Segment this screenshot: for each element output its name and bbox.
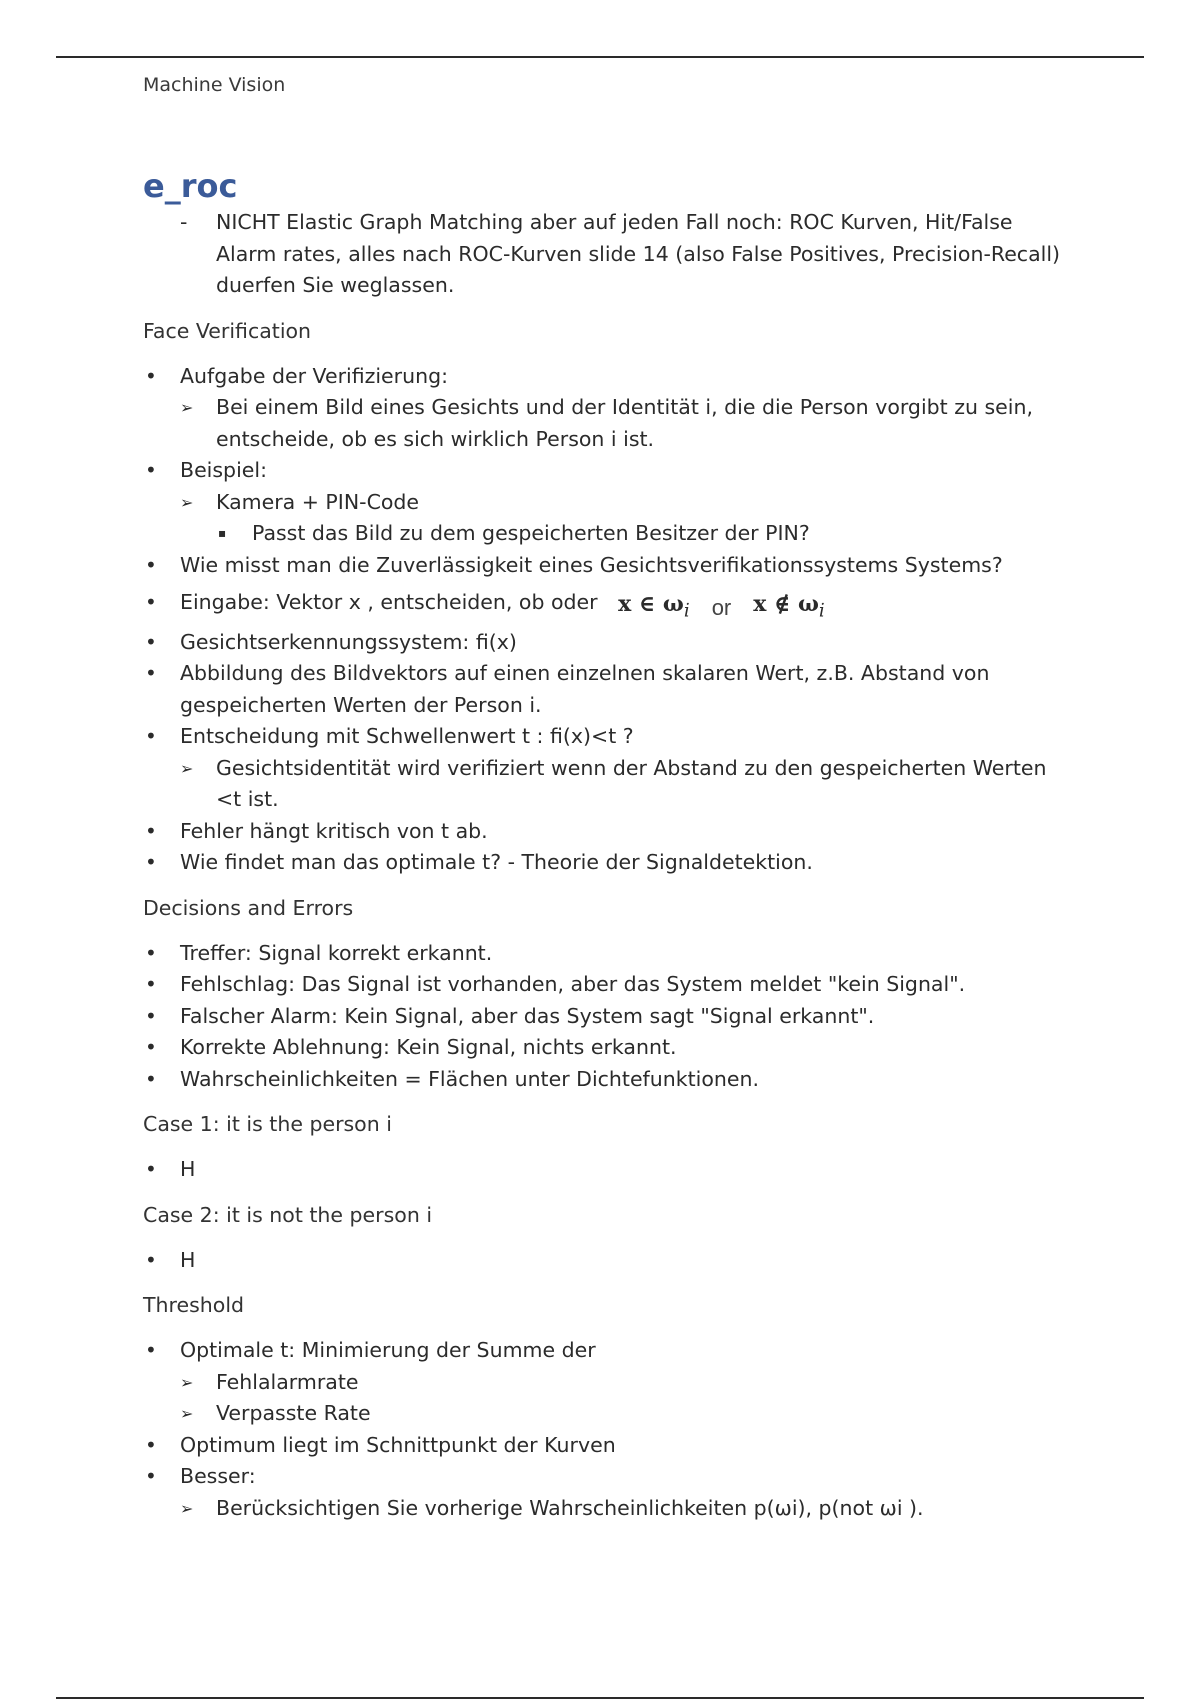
case2-list xyxy=(143,1245,1073,1277)
list-item: • Wie findet man das optimale t? - Theorie der Signaldetektion. xyxy=(143,847,1073,879)
arrow-bullet-icon: ➢ xyxy=(180,1404,194,1424)
list-item: • Gesichtserkennungssystem: fi(x) xyxy=(143,627,1073,659)
footer-rule xyxy=(56,1697,1144,1699)
decisions-list xyxy=(143,938,1073,1096)
list-item: • H xyxy=(143,1154,1073,1186)
list-item: • Wahrscheinlichkeiten = Flächen unter Dichtefunktionen. xyxy=(143,1064,1073,1096)
bullet-icon: • xyxy=(145,1157,157,1182)
bullet-icon: • xyxy=(145,629,157,654)
bullet-icon: • xyxy=(145,590,157,614)
face-verification-list xyxy=(143,361,1073,879)
list-item: ➢ Verpasste Rate xyxy=(143,1398,1073,1430)
case1-list xyxy=(143,1154,1073,1186)
list-item: • H xyxy=(143,1245,1073,1277)
square-bullet-icon: ▪ xyxy=(218,526,227,540)
list-item: • Beispiel: xyxy=(143,455,1073,487)
list-item: ▪ Passt das Bild zu dem gespeicherten Besitzer der PIN? xyxy=(143,518,1073,550)
arrow-bullet-icon: ➢ xyxy=(180,1372,194,1392)
list-item: ➢ Kamera + PIN-Code xyxy=(143,487,1073,519)
bullet-icon: • xyxy=(145,724,157,749)
bullet-icon: • xyxy=(145,818,157,843)
list-item: ➢ Fehlalarmrate xyxy=(143,1367,1073,1399)
list-item: • Treffer: Signal korrekt erkannt. xyxy=(143,938,1073,970)
list-item: • Eingabe: Vektor x , entscheiden, ob oder x ∈ $\omega_i$ or x ∉ $\omega_i$ xyxy=(143,587,1073,627)
formula-in: x ∈ $\omega_i$ xyxy=(618,591,690,622)
bullet-icon: • xyxy=(145,940,157,965)
list-item: • Aufgabe der Verifizierung: xyxy=(143,361,1073,393)
list-item: • Entscheidung mit Schwellenwert t : fi(x)<t ? xyxy=(143,721,1073,753)
intro-note xyxy=(143,207,1073,302)
bullet-icon: • xyxy=(145,972,157,997)
list-item: • Optimum liegt im Schnittpunkt der Kurven xyxy=(143,1430,1073,1462)
list-item: • Optimale t: Minimierung der Summe der xyxy=(143,1335,1073,1367)
arrow-bullet-icon: ➢ xyxy=(180,492,194,512)
bullet-icon: • xyxy=(145,661,157,686)
list-item: • Fehler hängt kritisch von t ab. xyxy=(143,816,1073,848)
bullet-icon: • xyxy=(145,1035,157,1060)
threshold-list xyxy=(143,1335,1073,1524)
list-item: • Abbildung des Bildvektors auf einen einzelnen skalaren Wert, z.B. Abstand von gespeicherten Werten der Person i. xyxy=(143,658,1073,721)
section-heading-face-verification: Face Verification xyxy=(143,318,312,343)
list-item: ➢ Bei einem Bild eines Gesichts und der Identität i, die die Person vorgibt zu sein, entscheide, ob es sich wirklich Person i ist. xyxy=(143,392,1073,455)
bullet-icon: • xyxy=(145,1066,157,1091)
list-item: • Besser: xyxy=(143,1461,1073,1493)
page-header: Machine Vision xyxy=(143,74,286,96)
intro-text: NICHT Elastic Graph Matching aber auf jeden Fall noch: ROC Kurven, Hit/False Alarm rates, alles nach ROC-Kurven slide 14 (also False Positives, Precision-Recall) duerfen Sie weglassen. xyxy=(216,210,1061,297)
list-item: • Fehlschlag: Das Signal ist vorhanden, aber das System meldet "kein Signal". xyxy=(143,969,1073,1001)
bullet-icon: • xyxy=(145,850,157,875)
list-item: • Falscher Alarm: Kein Signal, aber das System sagt "Signal erkannt". xyxy=(143,1001,1073,1033)
dash-marker: - xyxy=(180,210,188,234)
formula-not-in: x ∉ $\omega_i$ xyxy=(753,591,825,622)
bullet-icon: • xyxy=(145,458,157,482)
bullet-icon: • xyxy=(145,363,157,388)
bullet-icon: • xyxy=(145,1247,157,1272)
list-item: • Korrekte Ablehnung: Kein Signal, nichts erkannt. xyxy=(143,1032,1073,1064)
bullet-icon: • xyxy=(145,1464,157,1489)
section-heading-case2: Case 2: it is not the person i xyxy=(143,1202,433,1227)
list-item: ➢ Gesichtsidentität wird verifiziert wenn der Abstand zu den gespeicherten Werten <t ist. xyxy=(143,753,1073,816)
header-rule xyxy=(56,56,1144,58)
bullet-icon: • xyxy=(145,1338,157,1363)
list-item: • Wie misst man die Zuverlässigkeit eines Gesichtsverifikationssystems Systems? xyxy=(143,550,1073,582)
arrow-bullet-icon: ➢ xyxy=(180,758,194,778)
section-heading-decisions: Decisions and Errors xyxy=(143,895,354,920)
document-body xyxy=(143,166,1073,1524)
list-item: ➢ Berücksichtigen Sie vorherige Wahrscheinlichkeiten p(ωi), p(not ωi ). xyxy=(143,1493,1073,1525)
membership-formula xyxy=(618,589,825,627)
section-heading-threshold: Threshold xyxy=(143,1293,245,1318)
bullet-icon: • xyxy=(145,1432,157,1457)
section-heading-case1: Case 1: it is the person i xyxy=(143,1112,392,1137)
page-title: e_roc xyxy=(143,167,238,205)
formula-or: or xyxy=(711,595,732,621)
arrow-bullet-icon: ➢ xyxy=(180,1498,194,1518)
bullet-icon: • xyxy=(145,552,157,577)
arrow-bullet-icon: ➢ xyxy=(180,398,194,417)
bullet-icon: • xyxy=(145,1003,157,1028)
